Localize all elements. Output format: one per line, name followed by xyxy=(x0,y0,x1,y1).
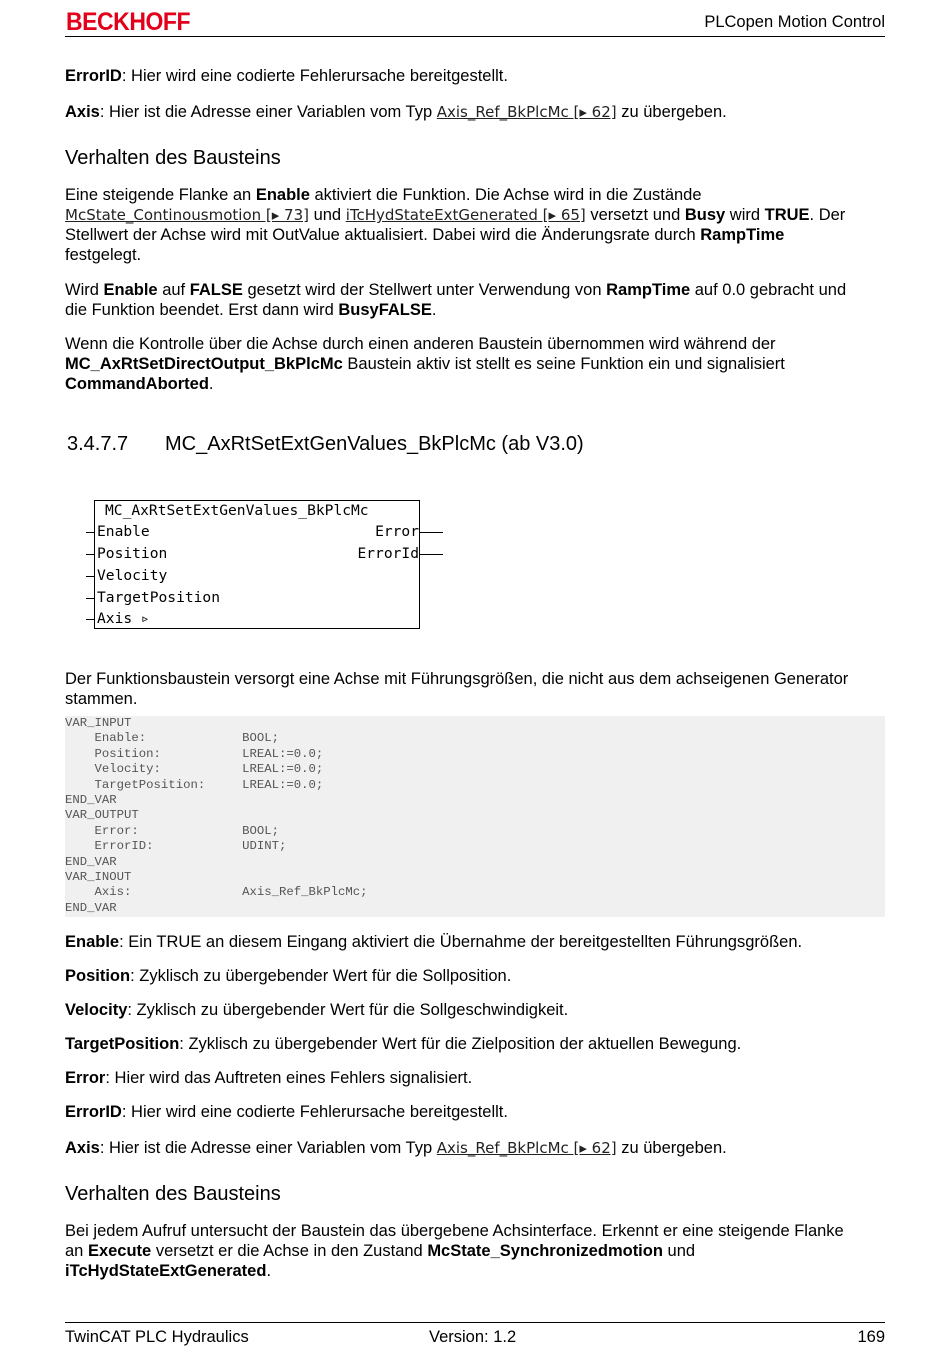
section1-paragraph-2: Wird Enable auf FALSE gesetzt wird der Stellwert unter Verwendung von RampTime auf 0.0 gebracht und die Funktion beendet. Erst dann wird BusyFALSE. xyxy=(65,281,847,319)
section1-paragraph-1: Eine steigende Flanke an Enable aktiviert die Funktion. Die Achse wird in die Zustände McState_Continousmotion [▸ 73] und iTcHydStateExtGenerated [▸ 65] versetzt und Busy wird TRUE. Der Stellwert der Achse wird mit OutValue aktualisiert. Dabei wird die Änderungsrate durch RampTime festgelegt. xyxy=(65,186,846,264)
axis-ref-link[interactable]: Axis_Ref_BkPlcMc [▸ 62] xyxy=(436,103,617,121)
itchydstate-extgenerated-link[interactable]: iTcHydStateExtGenerated [▸ 65] xyxy=(345,206,586,224)
fb-output-error: Error xyxy=(375,523,419,540)
fb-output-errorid: ErrorId xyxy=(357,545,419,562)
section-heading-2: Verhalten des Bausteins xyxy=(65,1183,281,1205)
chapter-number: 3.4.7.7 xyxy=(67,433,129,455)
code-block xyxy=(65,716,885,917)
fb-pin xyxy=(86,532,95,533)
fb-input-axis: Axis ▹ xyxy=(97,610,150,627)
param-text: : Hier wird eine codierte Fehlerursache bereitgestellt. xyxy=(121,67,508,85)
param-velocity: Velocity: Zyklisch zu übergebender Wert für die Sollgeschwindigkeit. xyxy=(65,1001,569,1019)
fb-pin xyxy=(86,598,95,599)
fb-pin xyxy=(420,532,443,533)
header-title: PLCopen Motion Control xyxy=(704,13,885,31)
fb-name: MC_AxRtSetExtGenValues_BkPlcMc xyxy=(105,502,369,519)
section2-paragraph: Bei jedem Aufruf untersucht der Baustein das übergebene Achsinterface. Erkennt er eine steigende Flanke an Execute versetzt er die Achse in den Zustand McState_Synchronizedmotion und iTcHydStateExtGenerated. xyxy=(65,1222,844,1280)
axis-description xyxy=(65,102,885,122)
param-key: Axis xyxy=(65,103,100,121)
param-enable: Enable: Ein TRUE an diesem Eingang aktiviert die Übernahme der bereitgestellten Führungsgrößen. xyxy=(65,933,803,951)
section1-paragraph-3: Wenn die Kontrolle über die Achse durch einen anderen Baustein übernommen wird während der MC_AxRtSetDirectOutput_BkPlcMc Baustein aktiv ist stellt es seine Funktion ein und signalisiert CommandAborted. xyxy=(65,335,785,393)
param-targetposition: TargetPosition: Zyklisch zu übergebender Wert für die Zielposition der aktuellen Bewegung. xyxy=(65,1035,742,1053)
footer-rule xyxy=(65,1322,885,1323)
chapter-title: MC_AxRtSetExtGenValues_BkPlcMc (ab V3.0) xyxy=(165,433,584,455)
header-rule xyxy=(65,36,885,37)
footer-product: TwinCAT PLC Hydraulics xyxy=(65,1328,249,1346)
section-heading: Verhalten des Bausteins xyxy=(65,147,281,169)
param-key: ErrorID xyxy=(65,67,122,85)
page-number: 169 xyxy=(857,1328,885,1346)
beckhoff-logo: BECKHOFF xyxy=(66,8,191,36)
footer-version: Version: 1.2 xyxy=(429,1328,517,1346)
param-position: Position: Zyklisch zu übergebender Wert für die Sollposition. xyxy=(65,967,512,985)
param-text: zu übergeben. xyxy=(616,103,727,121)
param-error: Error: Hier wird das Auftreten eines Fehlers signalisiert. xyxy=(65,1069,473,1087)
axis-ref-link-2[interactable]: Axis_Ref_BkPlcMc [▸ 62] xyxy=(436,1139,617,1157)
param-text: : Hier ist die Adresse einer Variablen vom Typ xyxy=(99,103,437,121)
param-errorid: ErrorID: Hier wird eine codierte Fehlerursache bereitgestellt. xyxy=(65,1103,508,1121)
mcstate-continousmotion-link[interactable]: McState_Continousmotion [▸ 73] xyxy=(65,206,309,224)
param-axis: Axis: Hier ist die Adresse einer Variablen vom Typ Axis_Ref_BkPlcMc [▸ 62] zu übergeben. xyxy=(65,1139,727,1157)
fb-input-targetposition: TargetPosition xyxy=(97,589,221,606)
fb-pin xyxy=(86,619,95,620)
fb-pin xyxy=(86,554,95,555)
fb-input-velocity: Velocity xyxy=(97,567,168,584)
fb-pin xyxy=(420,554,443,555)
fb-pin xyxy=(86,576,95,577)
fb-intro-paragraph: Der Funktionsbaustein versorgt eine Achse mit Führungsgrößen, die nicht aus dem achseigenen Generator stammen. xyxy=(65,670,849,708)
fb-input-enable: Enable xyxy=(97,523,150,540)
fb-input-position: Position xyxy=(97,545,168,562)
code-text: VAR_INPUT Enable: BOOL; Position: LREAL:=0.0; Velocity: LREAL:=0.0; TargetPosition: LREAL:=0.0; END_VAR VAR_OUTPUT Error: BOOL; ErrorID: UDINT; END_VAR VAR_INOUT Axis: Axis_Ref_BkPlcMc; END_VAR xyxy=(65,716,368,915)
errorid-description xyxy=(65,66,885,86)
